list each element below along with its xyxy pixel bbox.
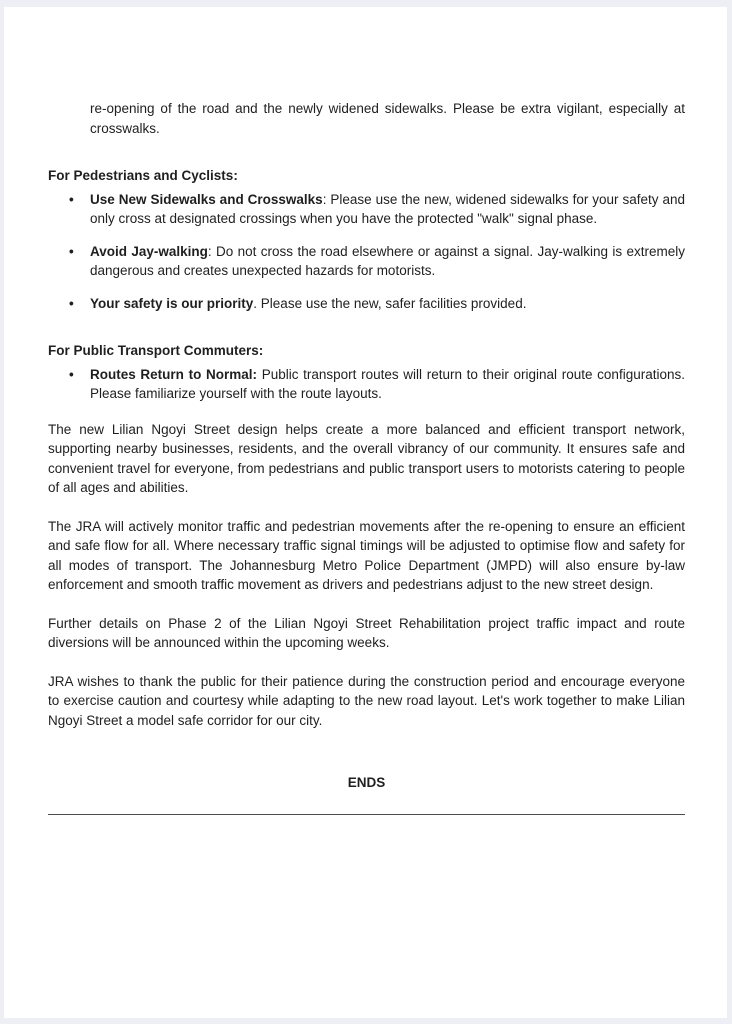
body-paragraphs	[48, 420, 685, 731]
bullet-rest-text: : Do not cross the road elsewhere or against a signal. Jay-walking is extremely dangerous and creates unexpected hazards for motorists.	[90, 243, 685, 278]
horizontal-rule	[48, 814, 685, 815]
bullet-icon: •	[69, 191, 74, 207]
bullet-rest-text: : Please use the new, widened sidewalks for your safety and only cross at designated crossings when you have the protected "walk" signal phase.	[90, 191, 685, 226]
paragraph-street-design: The new Lilian Ngoyi Street design helps create a more balanced and efficient transport network, supporting nearby businesses, residents, and the overall vibrancy of our community. It ensures safe and convenient travel for everyone, from pedestrians and public transport users to motorists catering to people of all ages and abilities.	[48, 421, 685, 495]
section-heading-public-transport: For Public Transport Commuters:	[48, 343, 264, 358]
list-item-avoid-jaywalking	[48, 242, 685, 281]
section-heading-pedestrians-cyclists: For Pedestrians and Cyclists:	[48, 168, 238, 183]
bullet-bold-text: Avoid Jay-walking	[90, 243, 208, 259]
bullet-bold-text: Your safety is our priority	[90, 295, 254, 311]
bullet-icon: •	[69, 295, 74, 311]
paragraph-continuation: re-opening of the road and the newly widened sidewalks. Please be extra vigilant, especially at crosswalks.	[90, 101, 685, 136]
list-item-your-safety	[48, 294, 685, 314]
bullet-icon: •	[69, 366, 74, 382]
list-item-use-new-sidewalks	[48, 190, 685, 229]
bullet-bold-text: Use New Sidewalks and Crosswalks	[90, 191, 323, 207]
list-item-routes-return	[48, 365, 685, 404]
bullet-list-pedestrians	[48, 190, 685, 314]
bullet-list-commuters	[48, 365, 685, 404]
paragraph-jra-monitor: The JRA will actively monitor traffic and pedestrian movements after the re-opening to ensure an efficient and safe flow for all. Where necessary traffic signal timings will be adjusted to optimise flow and safety for all modes of transport. The Johannesburg Metro Police Department (JMPD) will also ensure by-law enforcement and smooth traffic movement as drivers and pedestrians adjust to the new street design.	[48, 518, 685, 592]
bullet-rest-text: Public transport routes will return to their original route configurations. Please familiarize yourself with the route layouts.	[90, 366, 685, 401]
bullet-rest-text: . Please use the new, safer facilities provided.	[253, 295, 527, 311]
document-content	[4, 7, 727, 815]
ends-label: ENDS	[347, 775, 386, 790]
paragraph-phase2: Further details on Phase 2 of the Lilian Ngoyi Street Rehabilitation project traffic impact and route diversions will be announced within the upcoming weeks.	[48, 615, 685, 650]
document-page	[4, 7, 727, 1018]
bullet-bold-text: Routes Return to Normal:	[90, 366, 258, 382]
paragraph-jra-thanks: JRA wishes to thank the public for their patience during the construction period and encourage everyone to exercise caution and courtesy while adapting to the new road layout. Let's work together to make Lilian Ngoyi Street a model safe corridor for our city.	[48, 673, 685, 728]
bullet-icon: •	[69, 243, 74, 259]
